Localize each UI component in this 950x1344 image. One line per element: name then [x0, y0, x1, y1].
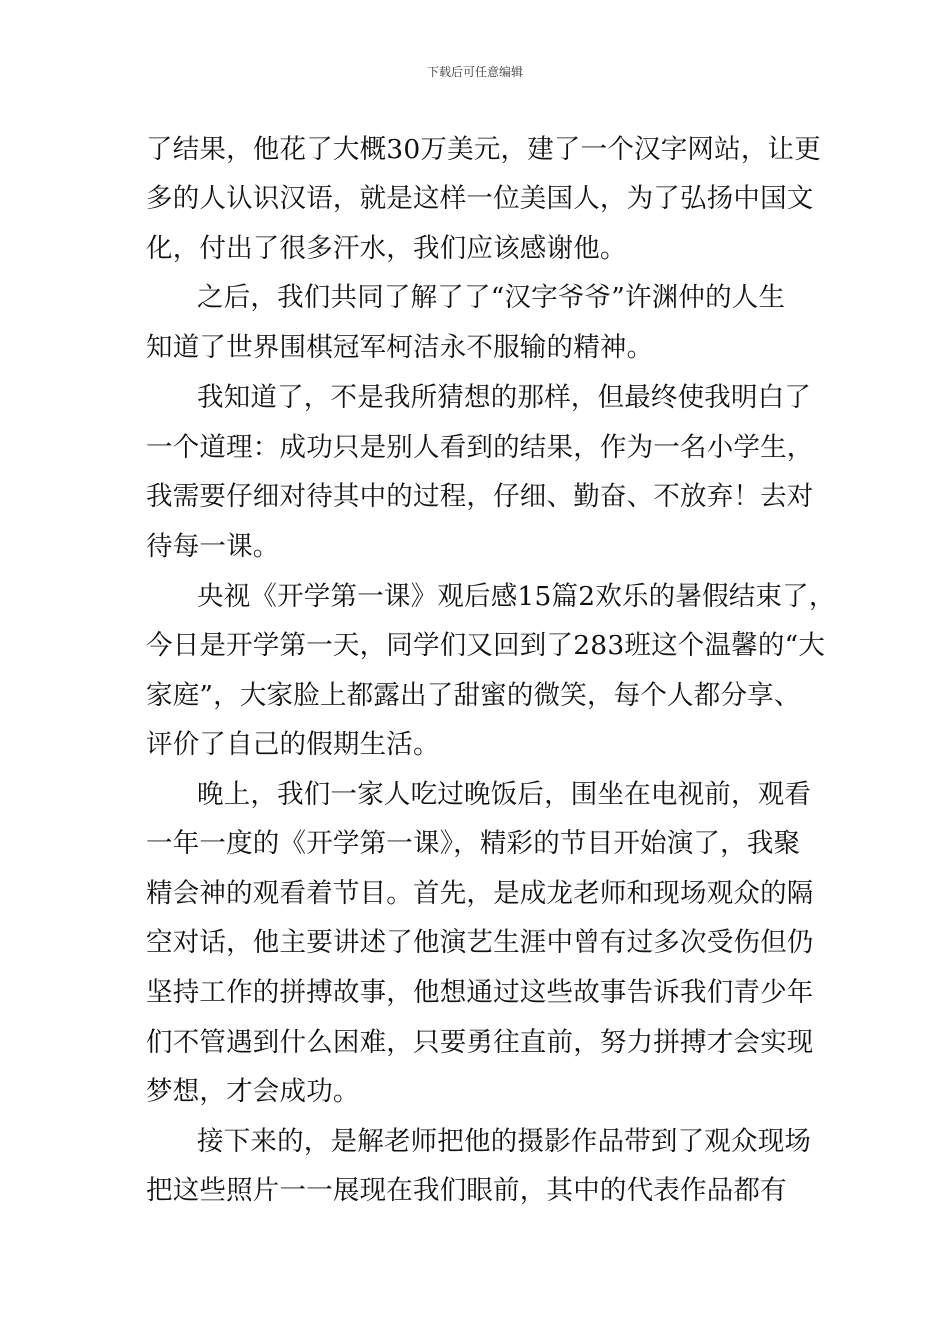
text-line: 之后，我们共同了解了了“汉字爷爷”许渊仲的人生 [197, 282, 786, 313]
text-line: 坚持工作的拼搏故事，他想通过这些故事告诉我们青少年 [146, 977, 814, 1008]
text-line: 我知道了，不是我所猜想的那样，但最终使我明白了 [197, 382, 812, 413]
text-line: 晚上，我们一家人吃过晚饭后，围坐在电视前，观看 [197, 779, 812, 810]
text-line: 精会神的观看着节目。首先，是成龙老师和现场观众的隔 [146, 878, 814, 909]
text-line: 接下来的，是解老师把他的摄影作品带到了观众现场 [197, 1126, 812, 1157]
text-line: 化，付出了很多汗水，我们应该感谢他。 [146, 233, 627, 264]
text-line: 评价了自己的假期生活。 [146, 729, 440, 760]
text-line: 央视《开学第一课》观后感15篇2欢乐的暑假结束了， [197, 581, 836, 612]
text-line: 一年一度的《开学第一课》，精彩的节目开始演了，我聚 [146, 828, 801, 859]
text-line: 把这些照片一一展现在我们眼前，其中的代表作品都有 [146, 1175, 787, 1206]
page-header: 下载后可任意编辑 [426, 65, 523, 79]
text-line: 家庭”，大家脸上都露出了甜蜜的微笑，每个人都分享、 [146, 680, 801, 711]
text-line: 梦想，才会成功。 [146, 1076, 360, 1107]
text-line: 待每一课。 [146, 531, 280, 562]
text-line: 一个道理：成功只是别人看到的结果，作为一名小学生， [146, 432, 814, 463]
text-line: 们不管遇到什么困难，只要勇往直前，努力拼搏才会实现 [146, 1027, 814, 1058]
text-line: 了结果，他花了大概30万美元，建了一个汉字网站，让更 [146, 134, 821, 165]
text-line: 知道了世界围棋冠军柯洁永不服输的精神。 [146, 332, 654, 363]
text-line: 今日是开学第一天，同学们又回到了283班这个温馨的“大 [146, 630, 826, 661]
text-line: 空对话，他主要讲述了他演艺生涯中曾有过多次受伤但仍 [146, 927, 814, 958]
text-line: 多的人认识汉语，就是这样一位美国人，为了弘扬中国文 [146, 183, 814, 214]
text-line: 我需要仔细对待其中的过程，仔细、勤奋、不放弃！去对 [146, 481, 814, 512]
